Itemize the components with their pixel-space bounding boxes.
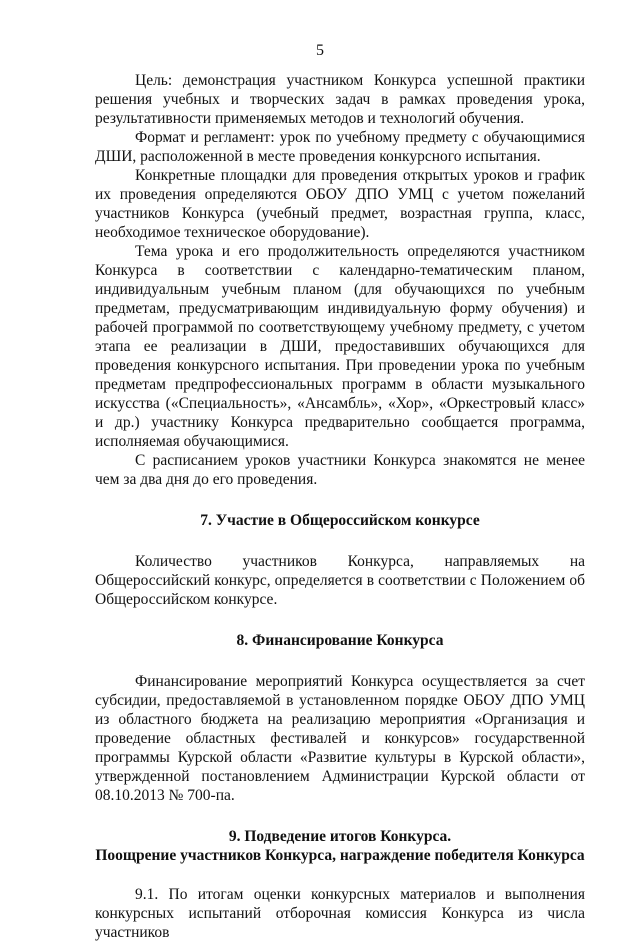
section-8-paragraph: Финансирование мероприятий Конкурса осуществляется за счет субсидии, предоставляемой в установленном порядке ОБОУ ДПО УМЦ из областного бюджета на реализацию мероприятия «Организация и проведение областных фестивалей и конкурсов» государственной программы Курской области «Развитие культуры в Курской области», утвержденной постановлением Администрации Курской области от 08.10.2013 № 700-па.	[95, 673, 585, 804]
page-number: 5	[316, 42, 324, 59]
section-9-paragraph: 9.1. По итогам оценки конкурсных материалов и выполнения конкурсных испытаний отборочная комиссия Конкурса из числа участников	[95, 886, 585, 941]
paragraph-venues: Конкретные площадки для проведения открытых уроков и график их проведения определяются ОБОУ ДПО УМЦ с учетом пожеланий участников Конкурса (учебный предмет, возрастная группа, класс, необходимое техническое оборудование).	[95, 167, 585, 241]
section-7-paragraph: Количество участников Конкурса, направляемых на Общероссийский конкурс, определяется в соответствии с Положением об Общероссийском конкурсе.	[95, 553, 585, 608]
section-7-heading: 7. Участие в Общероссийском конкурсе	[200, 512, 480, 529]
section-9-heading-line1: 9. Подведение итогов Конкурса.	[228, 828, 452, 845]
paragraph-schedule: С расписанием уроков участники Конкурса знакомятся не менее чем за два дня до его проведения.	[95, 452, 585, 488]
section-8-heading: 8. Финансирование Конкурса	[236, 632, 444, 649]
paragraph-topic: Тема урока и его продолжительность определяются участником Конкурса в соответствии с календарно-тематическим планом, индивидуальным учебным планом (для обучающихся по учебным предметам, предусматривающим индивидуальную форму обучения) и рабочей программой по соответствующему учебному предмету, с учетом этапа ее реализации в ДШИ, предоставивших обучающихся для проведения конкурсного испытания. При проведении урока по учебным предметам предпрофессиональных программ в области музыкального искусства («Специальность», «Ансамбль», «Хор», «Оркестровый класс» и др.) участнику Конкурса предварительно сообщается программа, исполняемая обучающимися.	[95, 243, 585, 450]
paragraph-goal: Цель: демонстрация участником Конкурса успешной практики решения учебных и творческих задач в рамках проведения урока, результативности применяемых методов и технологий обучения.	[95, 72, 585, 127]
paragraph-format: Формат и регламент: урок по учебному предмету с обучающимися ДШИ, расположенной в месте проведения конкурсного испытания.	[95, 129, 585, 165]
document-body	[95, 71, 585, 942]
section-9-heading-line2: Поощрение участников Конкурса, награждение победителя Конкурса	[95, 847, 585, 864]
